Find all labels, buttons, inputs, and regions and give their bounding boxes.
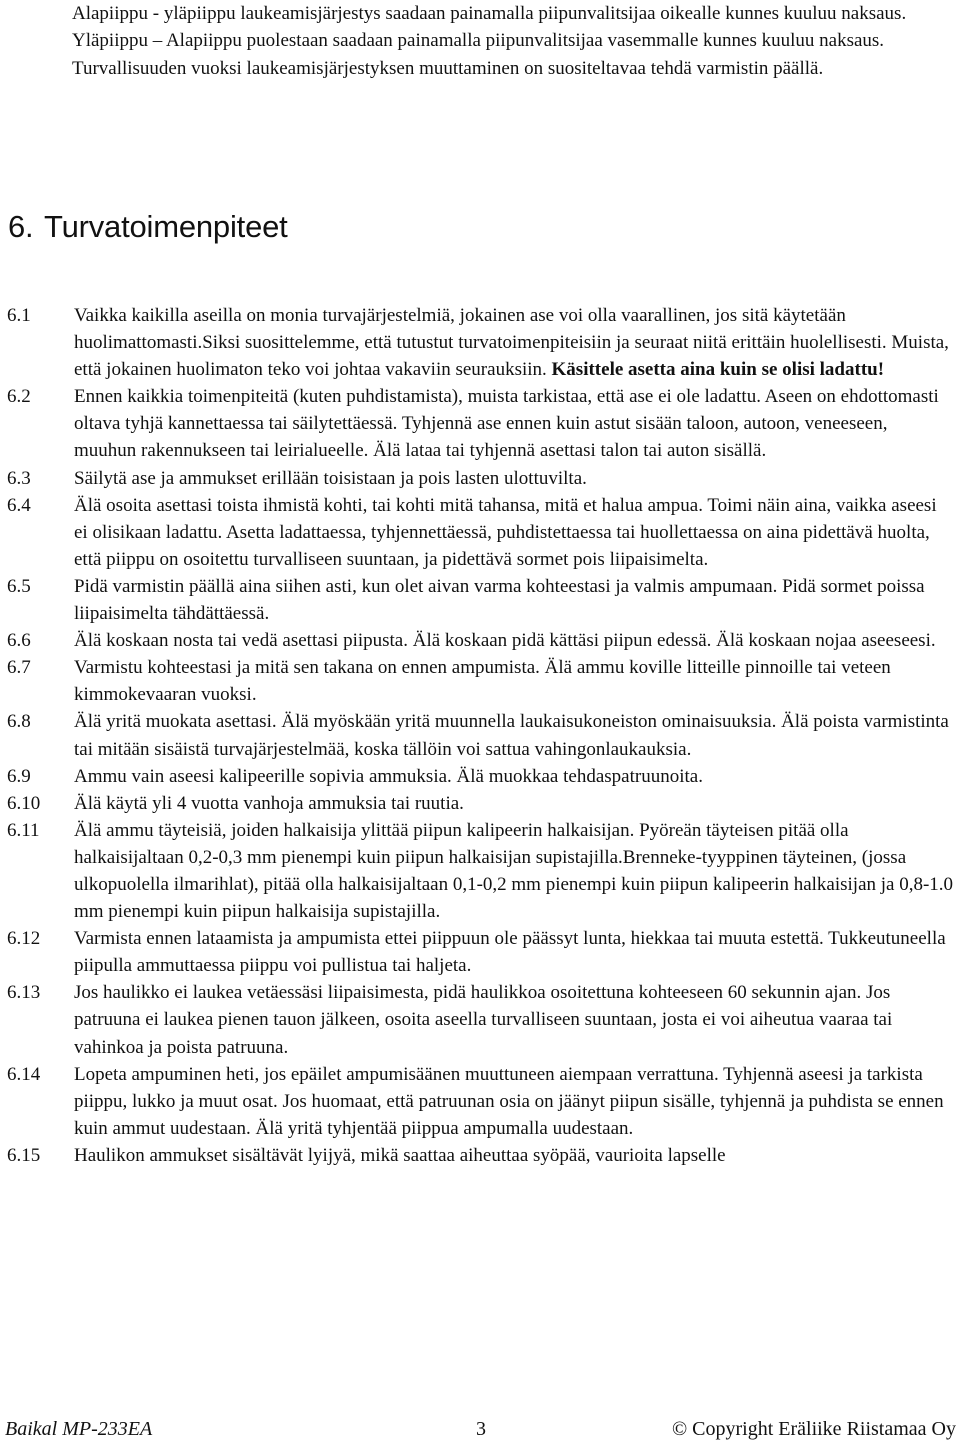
- item-number: 6.8: [7, 711, 31, 733]
- intro-paragraph: Turvallisuuden vuoksi laukeamisjärjestyksen muuttaminen on suositeltavaa tehdä varmistin päällä.: [72, 57, 824, 79]
- item-text: Pidä varmistin päällä aina siihen asti, kun olet aivan varma kohteestasi ja valmis ampumaan. Pidä sormet poissa liipaisimelta tähdättäessä.: [74, 575, 925, 625]
- list-item: [0, 925, 960, 979]
- item-number: 6.9: [7, 765, 31, 787]
- item-number: 6.13: [7, 982, 41, 1004]
- section-heading: [8, 207, 288, 247]
- list-item: [0, 465, 960, 492]
- item-number: 6.7: [7, 657, 31, 679]
- item-text: Ennen kaikkia toimenpiteitä (kuten puhdistamista), muista tarkistaa, että ase ei ole ladattu. Aseen on ehdottomasti oltava tyhjä kannettaessa tai säilytettäessä. Tyhjennä ase ennen kuin astut sisään taloon, autoon, veneeseen, muuhun rakennukseen tai leirialueelle. Älä lataa tai tyhjennä asettasi talon tai auton sisällä.: [74, 386, 939, 462]
- section-title: Turvatoimenpiteet: [44, 209, 288, 244]
- list-item: [0, 763, 960, 790]
- page-number: 3: [476, 1418, 486, 1440]
- item-text: Älä koskaan nosta tai vedä asettasi piipusta. Älä koskaan pidä kättäsi piipun edessä. Älä koskaan nojaa aseeseesi.: [74, 630, 936, 652]
- section-number: 6.: [8, 209, 34, 244]
- footer-model: Baikal MP-233EA: [5, 1418, 153, 1440]
- intro-paragraph: Yläpiippu – Alapiippu puolestaan saadaan painamalla piipunvalitsijaa vasemmalle kunnes kuuluu naksaus.: [72, 30, 885, 52]
- item-number: 6.1: [7, 305, 31, 326]
- list-item: [0, 708, 960, 762]
- item-number: 6.2: [7, 386, 31, 408]
- list-item: [0, 1061, 960, 1142]
- item-number: 6.5: [7, 575, 31, 597]
- list-item: [0, 573, 960, 627]
- footer-copyright: © Copyright Eräliike Riistamaa Oy: [671, 1418, 956, 1440]
- item-number: 6.3: [7, 467, 31, 489]
- list-item: [0, 383, 960, 464]
- item-number: 6.11: [7, 819, 40, 841]
- item-number: 6.12: [7, 928, 41, 950]
- intro-paragraph: Alapiippu - yläpiippu laukeamisjärjestys saadaan painamalla piipunvalitsijaa oikealle kunnes kuuluu naksaus.: [72, 3, 907, 24]
- item-number: 6.14: [7, 1063, 41, 1085]
- list-item: [0, 492, 960, 573]
- item-text: Lopeta ampuminen heti, jos epäilet ampumisäänen muuttuneen aiempaan verrattuna. Tyhjennä aseesi ja tarkista piippu, lukko ja muut osat. Jos huomaat, että patruunan osia on jäänyt piipun sisälle, tyhjennä ja puhdista se ennen kuin ammut uudestaan. Älä yritä tyhjentää piippua ampumalla uudestaan.: [74, 1063, 944, 1139]
- item-text: Vaikka kaikilla aseilla on monia turvajärjestelmiä, jokainen ase voi olla vaarallinen, jos sitä käytetään huolimattomasti.Siksi suosittelemme, että tutustut turvatoimenpiteisiin ja seuraat niitä erittäin huolellisesti. Muista, että jokainen huolimaton teko voi johtaa vakaviin seurauksiin.: [74, 305, 949, 381]
- intro-text: [72, 0, 952, 82]
- item-number: 6.4: [7, 494, 31, 516]
- list-item: [0, 979, 960, 1060]
- item-text: Älä osoita asettasi toista ihmistä kohti, tai kohti mitä tahansa, mitä et halua ampua. Toimi näin aina, vaikka aseesi ei olisikaan ladattu. Asetta ladattaessa, tyhjennettäessä, puhdistettaessa tai huollettaessa on aina pidettävä huolta, että piippu on osoitettu turvalliseen suuntaan, ja pidettävä sormet pois liipaisimelta.: [74, 494, 937, 570]
- safety-list: [0, 302, 960, 1169]
- list-item: [0, 790, 960, 817]
- item-text: Älä ammu täyteisiä, joiden halkaisija ylittää piipun kalipeerin halkaisijan. Pyöreän täyteisen pitää olla halkaisijaltaan 0,2-0,3 mm pienempi kuin piipun halkaisijan supistajilla.Brenneke-tyyppinen täyteinen, (jossa ulkopuolella ilmarihlat), pitää olla halkaisijaltaan 0,1-0,2 mm pienempi kuin piipun kalipeerin halkaisijan ja 0,8-1.0 mm pienempi kuin piipun halkaisija supistajilla.: [74, 819, 954, 923]
- item-text: Varmistu kohteestasi ja mitä sen takana on ennen ampumista. Älä ammu koville litteille pinnoille tai veteen kimmokevaaran vuoksi.: [74, 657, 891, 706]
- list-item: [0, 627, 960, 654]
- list-item: [0, 302, 960, 383]
- item-number: 6.10: [7, 792, 41, 814]
- item-text: Haulikon ammukset sisältävät lyijyä, mikä saattaa aiheuttaa syöpää, vaurioita lapselle: [74, 1144, 726, 1166]
- item-text: Jos haulikko ei laukea vetäessäsi liipaisimesta, pidä haulikkoa osoitettuna kohteeseen 60 sekunnin ajan. Jos patruuna ei laukea pienen tauon jälkeen, osoita aseella turvalliseen suuntaan, josta ei voi aiheutua vaaraa tai vahinkoa ja poista patruuna.: [74, 982, 893, 1058]
- item-warning: Käsittele asetta aina kuin se olisi ladattu!: [551, 359, 885, 381]
- item-text: Älä yritä muokata asettasi. Älä myöskään yritä muunnella laukaisukoneiston ominaisuuksia. Älä poista varmistinta tai mitään sisäistä turvajärjestelmää, koska tällöin voi sattua vahingonlaukauksia.: [74, 711, 949, 760]
- item-number: 6.15: [7, 1144, 41, 1166]
- list-item: [0, 817, 960, 925]
- page-footer: [5, 1414, 956, 1444]
- list-item: [0, 654, 960, 708]
- item-text: Älä käytä yli 4 vuotta vanhoja ammuksia tai ruutia.: [74, 792, 464, 814]
- item-text: Säilytä ase ja ammukset erillään toisistaan ja pois lasten ulottuvilta.: [74, 467, 587, 489]
- item-text: Varmista ennen lataamista ja ampumista ettei piippuun ole päässyt lunta, hiekkaa tai muuta estettä. Tukkeutuneella piipulla ammuttaessa piippu voi pullistua tai haljeta.: [74, 928, 946, 977]
- item-text: Ammu vain aseesi kalipeerille sopivia ammuksia. Älä muokkaa tehdaspatruunoita.: [74, 765, 703, 787]
- item-number: 6.6: [7, 630, 31, 652]
- list-item: [0, 1142, 960, 1169]
